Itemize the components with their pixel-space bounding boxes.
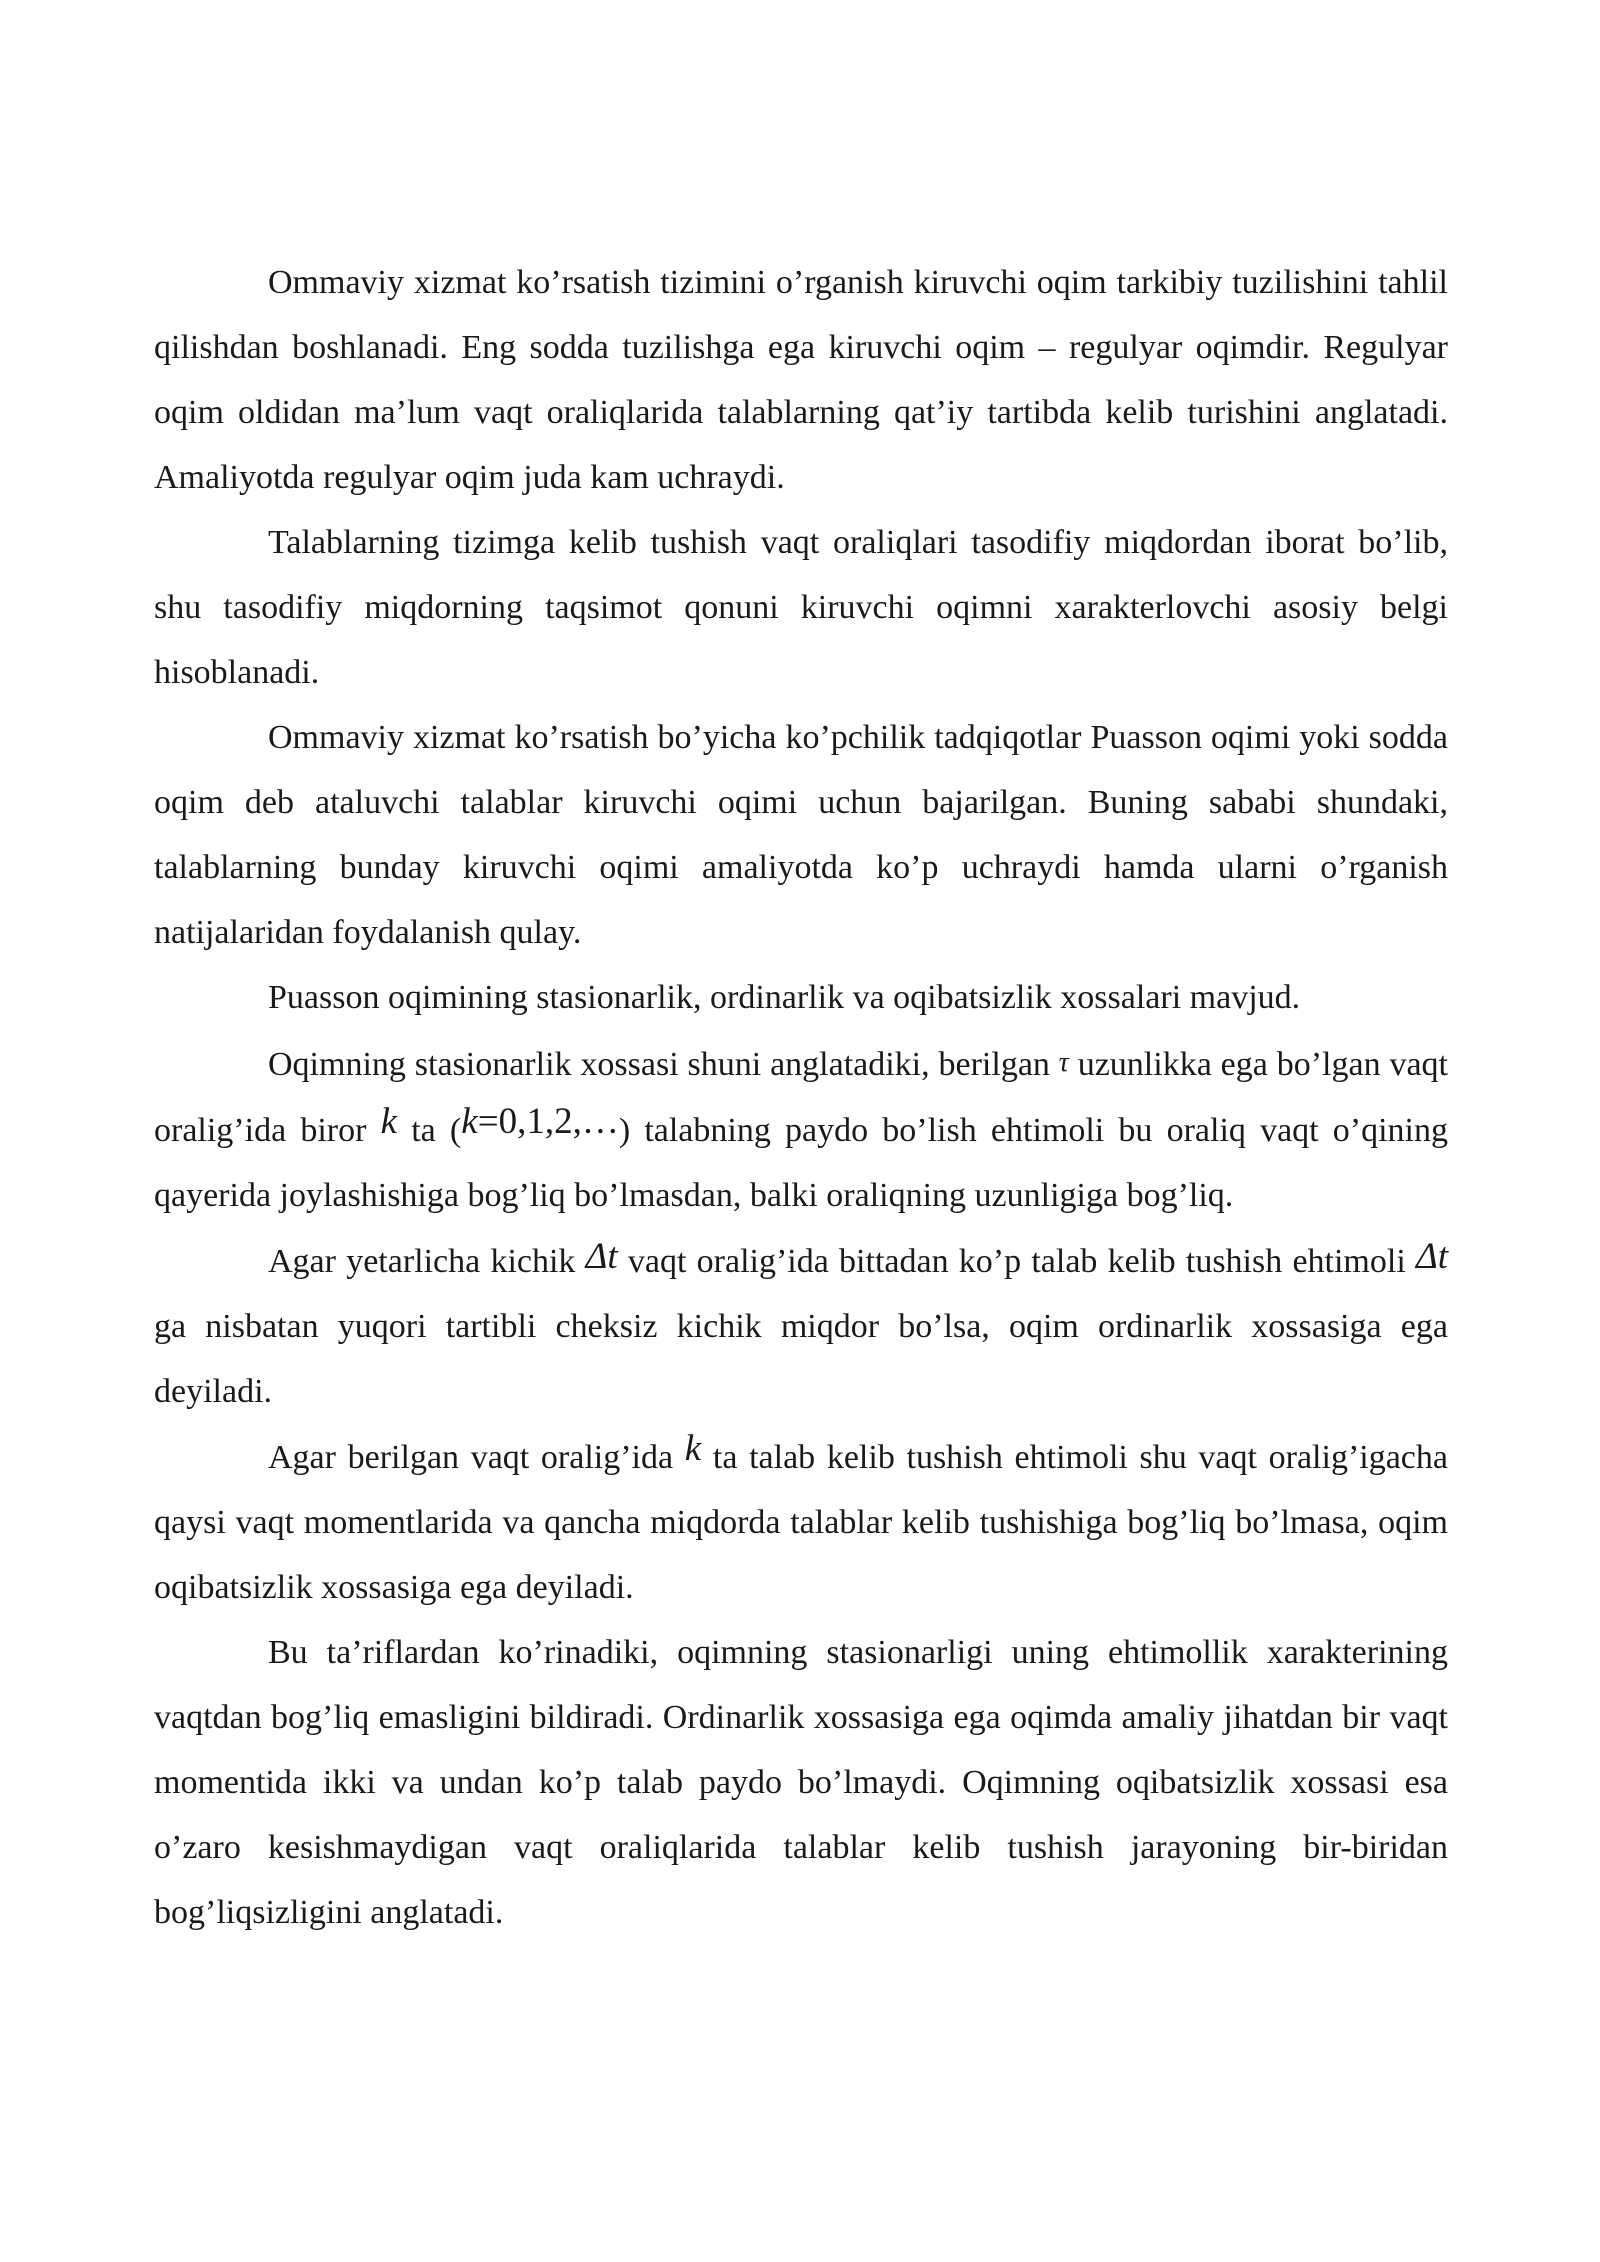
paragraph-ordinarity: [154, 1228, 1448, 1424]
math-k-2: k: [684, 1428, 702, 1469]
paragraph-poisson-flow: Ommaviy xizmat ko’rsatish bo’yicha ko’pchilik tadqiqotlar Puasson oqimi yoki sodda oqim deb ataluvchi talablar kiruvchi oqimi uchun bajarilgan. Buning sababi shundaki, talablarning bunday kiruvchi oqimi amaliyotda ko’p uchraydi hamda ularni o’rganish natijalaridan foydalanish qulay.: [154, 719, 1448, 951]
ordinarity-text-1: Agar yetarlicha kichik: [268, 1243, 586, 1280]
memoryless-text-2: ta talab kelib tushish ehtimoli shu vaqt oralig’igacha qaysi vaqt momentlarida va qancha miqdorda talablar kelib tushishiga bog’liq bo’lmasa, oqim oqibatsizlik xossasiga ega deyiladi.: [154, 1439, 1448, 1606]
math-tau: τ: [1058, 1047, 1069, 1078]
ordinarity-text-2: vaqt oralig’ida bittadan ko’p talab kelib tushish ehtimoli: [617, 1243, 1417, 1280]
paragraph-arrival-intervals: Talablarning tizimga kelib tushish vaqt oraliqlari tasodifiy miqdordan iborat bo’lib, shu tasodifiy miqdorning taqsimot qonuni kiruvchi oqimni xarakterlovchi asosiy belgi hisoblanadi.: [154, 524, 1448, 691]
document-body: [154, 250, 1448, 1945]
math-k-range-values: =0,1,2,…: [477, 1101, 619, 1142]
math-k: k: [380, 1101, 398, 1142]
stationarity-text-1: Oqimning stasionarlik xossasi shuni anglatadiki, berilgan: [268, 1046, 1059, 1083]
math-k-range-var: k: [461, 1101, 478, 1142]
stationarity-text-2: uzunlikka ega bo’lgan vaqt oralig’ida biror: [154, 1046, 1448, 1149]
stationarity-text-4: ) talabning paydo bo’lish ehtimoli bu oraliq vaqt o’qining qayerida joylashishiga bog’liq bo’lmasdan, balki oraliqning uzunligiga bog’liq.: [154, 1112, 1448, 1214]
paragraph-memorylessness: [154, 1424, 1448, 1620]
paragraph-poisson-properties: Puasson oqimining stasionarlik, ordinarlik va oqibatsizlik xossalari mavjud.: [268, 979, 1301, 1016]
paragraph-stationarity: [154, 1030, 1448, 1228]
paragraph-definitions-summary: Bu ta’riflardan ko’rinadiki, oqimning stasionarligi uning ehtimollik xarakterining vaqtdan bog’liq emasligini bildiradi. Ordinarlik xossasiga ega oqimda amaliy jihatdan bir vaqt momentida ikki va undan ko’p talab paydo bo’lmaydi. Oqimning oqibatsizlik xossasi esa o’zaro kesishmaydigan vaqt oraliqlarida talablar kelib tushish jarayoning bir-biridan bog’liqsizligini anglatadi.: [154, 1634, 1448, 1931]
memoryless-text-1: Agar berilgan vaqt oralig’ida: [268, 1439, 685, 1476]
math-delta-t-2: Δt: [1416, 1236, 1449, 1277]
paragraph-regular-flow: Ommaviy xizmat ko’rsatish tizimini o’rganish kiruvchi oqim tarkibiy tuzilishini tahlil qilishdan boshlanadi. Eng sodda tuzilishga ega kiruvchi oqim – regulyar oqimdir. Regulyar oqim oldidan ma’lum vaqt oraliqlarida talablarning qat’iy tartibda kelib turishini anglatadi. Amaliyotda regulyar oqim juda kam uchraydi.: [154, 264, 1448, 496]
ordinarity-text-3: ga nisbatan yuqori tartibli cheksiz kichik miqdor bo’lsa, oqim ordinarlik xossasiga ega deyiladi.: [154, 1308, 1448, 1410]
stationarity-text-3: ta (: [397, 1112, 462, 1149]
math-delta-t: Δt: [585, 1236, 618, 1277]
